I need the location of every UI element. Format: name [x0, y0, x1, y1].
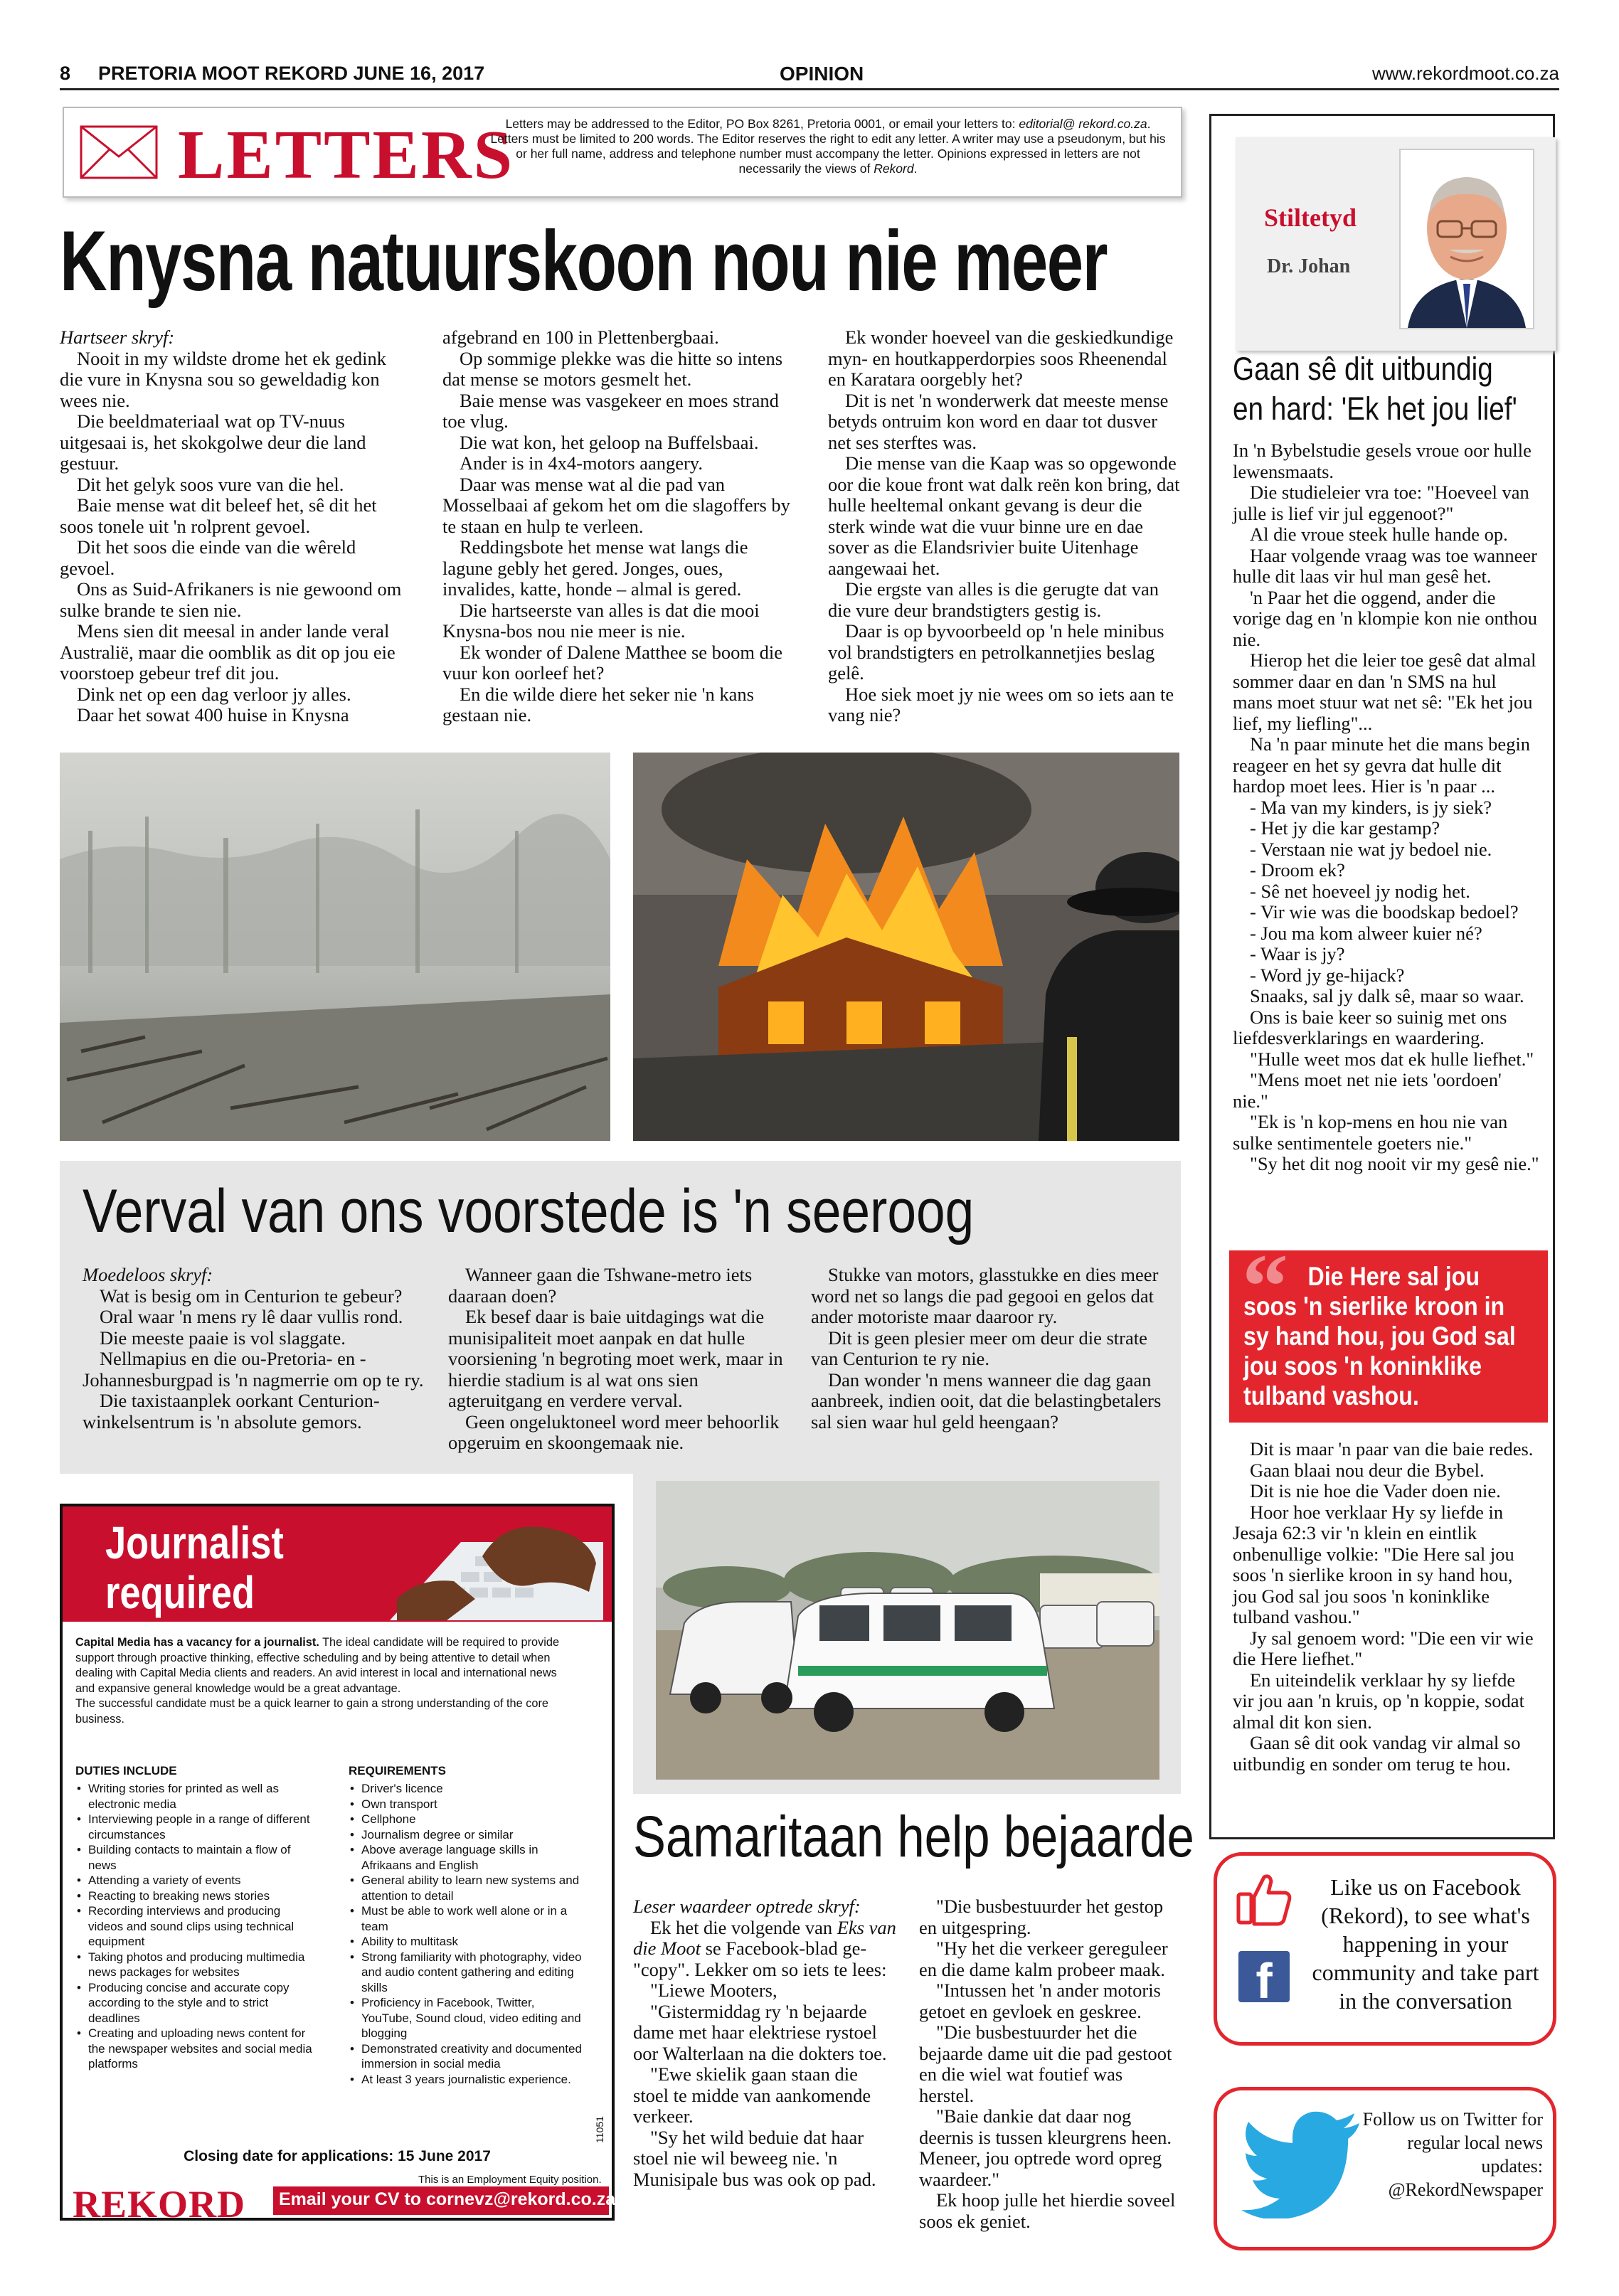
column-headline: Gaan sê dit uitbundig en hard: 'Ek het jou lief' — [1233, 351, 1517, 427]
paragraph: Stukke van motors, glasstukke en dies meer word net so langs die pad gegooi en gelos dat ander motoriste maar daaroor ry. — [811, 1264, 1159, 1327]
paragraph: "Die busbestuurder het die bejaarde dame uit die pad gestoot en die wiel wat foutief was herstel. — [919, 2021, 1172, 2106]
article3-col2 — [919, 1896, 1181, 2232]
paragraph: Al die vroue steek hulle hande op. — [1250, 523, 1508, 545]
stiltetyd-column — [1209, 114, 1555, 1839]
list-item: • Driver's licence — [349, 1781, 583, 1797]
list-item: • Above average language skills in Afrikaans and English — [349, 1842, 583, 1873]
facebook-promo[interactable] — [1214, 1852, 1556, 2046]
list-item: • General ability to learn new systems and attention to detail — [349, 1873, 583, 1903]
paragraph: Dan wonder 'n mens wanneer die dag gaan aanbreek, indien ooit, dat die belastingbetalers sal sien waar hul geld heengaan? — [811, 1368, 1162, 1433]
paragraph: Ons is baie keer so suinig met ons liefdesverklarings en waardering. — [1233, 1006, 1507, 1048]
paragraph: "Ewe skielik gaan staan die stoel te midde van aankomende verkeer. — [633, 2063, 871, 2127]
page-number: 8 — [60, 63, 71, 84]
photo-burning-house — [633, 753, 1179, 1141]
ad-closing-date: Closing date for applications: 15 June 2017 — [184, 2148, 491, 2164]
paragraph: In 'n Bybelstudie gesels vroue oor hulle lewensmaats. — [1233, 440, 1532, 482]
paragraph: Geen ongeluktoneel word meer behoorlik opgeruim en skoongemaak nie. — [448, 1410, 780, 1453]
list-item: • Recording interviews and producing videos and sound clips using technical equipment — [75, 1903, 317, 1950]
article3-byline: Leser waardeer optrede skryf: — [633, 1896, 861, 1917]
letters-banner — [63, 107, 1182, 198]
paragraph: "Sy het dit nog nooit vir my gesê nie." — [1250, 1153, 1539, 1174]
paragraph: Dit het gelyk soos vure van die hel. — [77, 473, 344, 495]
paragraph: Baie mense wat dit beleef het, sê dit het soos tonele uit 'n rolprent gevoel. — [60, 494, 377, 537]
paragraph: Die ergste van alles is die gerugte dat van die vure deur brandstigters gestig is. — [828, 578, 1159, 621]
article1-headline: Knysna natuurskoon nou nie meer — [60, 213, 1107, 309]
list-item: • Taking photos and producing multimedia news packages for websites — [75, 1950, 317, 1980]
paragraph: Dit is nie hoe die Vader doen nie. — [1250, 1480, 1501, 1502]
sms-reply: - Ma van my kinders, is jy siek? — [1250, 796, 1492, 818]
paragraph: "Ek is 'n kop-mens en hou nie van sulke sentimentele goeters nie." — [1233, 1111, 1508, 1154]
list-item: • Journalism degree or similar — [349, 1827, 583, 1843]
requirements-list — [349, 1781, 583, 2087]
sms-reply: - Sê net hoeveel jy nodig het. — [1250, 880, 1470, 902]
list-item: • Ability to multitask — [349, 1934, 583, 1950]
paragraph: Ek besef daar is baie uitdagings wat die munisipaliteit moet aanpak en dat hulle voorsiening 'n begroting moet werk, maar in hierdie stadium is al wat ons sien agteruitgang en verdere verval. — [448, 1306, 783, 1411]
list-item: • Strong familiarity with photography, video and audio content gathering and editing skills — [349, 1950, 583, 1996]
paragraph: Dit is geen plesier meer om deur die strate van Centurion te ry nie. — [811, 1327, 1147, 1369]
paragraph: Die meeste paaie is vol slaggate. — [100, 1327, 346, 1349]
photo-burnt-forest — [60, 753, 610, 1141]
paragraph: Hoor hoe verklaar Hy sy liefde in Jesaja 62:3 vir 'n klein en eintlik onbenullige volkie: "Die Here sal jou soos 'n sierlike kroon in sy hand hou, jou God sal jou soos 'n koninklike tulband vashou." — [1233, 1501, 1514, 1627]
list-item: • Writing stories for printed as well as electronic media — [75, 1781, 317, 1812]
paragraph: Die beeldmateriaal wat op TV-nuus uitgesaai is, het skokgolwe deur die land gestuur. — [60, 410, 366, 474]
ad-email-bar — [273, 2186, 616, 2215]
paragraph: Dink net op een dag verloor jy alles. — [77, 683, 351, 705]
job-ad — [60, 1504, 616, 2226]
typing-hands-icon — [376, 1514, 603, 1620]
paragraph: Nooit in my wildste drome het ek gedink die vure in Knysna sou so geweldadig kon wees nie. — [60, 347, 386, 411]
sms-reply: - Waar is jy? — [1250, 943, 1345, 964]
sms-reply: - Jou ma kom alweer kuier né? — [1250, 922, 1482, 944]
rekord-logo: REKORD — [73, 2183, 246, 2226]
column-author: Dr. Johan — [1267, 255, 1351, 277]
article1-col3 — [828, 327, 1181, 726]
paragraph: Die taxistaanplek oorkant Centurion-winkelsentrum is 'n absolute gemors. — [83, 1390, 380, 1433]
paragraph: Oral waar 'n mens ry lê daar vullis rond. — [100, 1306, 403, 1327]
paragraph: En uiteindelik verklaar hy sy liefde vir jou aan 'n kruis, op 'n koppie, sodat almal dit kon sien. — [1233, 1669, 1524, 1733]
article2-byline: Moedeloos skryf: — [83, 1264, 213, 1285]
paragraph: Ek wonder of Dalene Matthee se boom die vuur kon oorleef het? — [442, 641, 783, 684]
paragraph: Daar het sowat 400 huise in Knysna — [77, 704, 349, 726]
paragraph: "Die busbestuurder het gestop en uitgespring. — [919, 1896, 1164, 1938]
paragraph: "Liewe Mooters, — [650, 1979, 777, 2001]
paragraph: Die mense van die Kaap was so opgewonde oor die koue front wat dalk reën kon bring, dat hulle heeltemal onkant gevang is deur die sterk winde wat die vuur binne ure en dae sover as die Elandsrivier buite Uitenhage aangewaai het. — [828, 452, 1180, 579]
paragraph: Ek hoop julle het hierdie soveel soos ek geniet. — [919, 2189, 1176, 2232]
ad-equity-note: This is an Employment Equity position. — [418, 2174, 602, 2186]
photo-taxis — [633, 1474, 1181, 1794]
list-item: • Creating and uploading news content for the newspaper websites and social media platforms — [75, 2026, 317, 2072]
list-item: • Interviewing people in a range of different circumstances — [75, 1812, 317, 1842]
list-item: • Reacting to breaking news stories — [75, 1888, 317, 1904]
paragraph: Daar is op byvoorbeeld op 'n hele minibus vol brandstigters en petrolkannetjies beslag gelê. — [828, 620, 1164, 684]
paragraph: Dit is maar 'n paar van die baie redes. — [1250, 1438, 1534, 1460]
paragraph: "Hulle weet mos dat ek hulle liefhet." — [1250, 1048, 1534, 1070]
list-item: • Proficiency in Facebook, Twitter, YouTube, Sound cloud, video editing and blogging — [349, 1995, 583, 2041]
paragraph: "Baie dankie dat daar nog deernis is tussen kleurgrens heen. Meneer, jou optrede word opreg waardeer." — [919, 2105, 1172, 2190]
paragraph: Dit is net 'n wonderwerk dat meeste mense betyds ontruim kon word en daar tot dusver net ses sterftes was. — [828, 389, 1169, 453]
article2-col2 — [448, 1265, 795, 1454]
author-photo — [1399, 149, 1534, 329]
sms-reply: - Word jy ge-hijack? — [1250, 964, 1405, 986]
list-item: • Cellphone — [349, 1812, 583, 1827]
requirements-heading: REQUIREMENTS — [349, 1764, 446, 1777]
section-label: OPINION — [780, 63, 864, 85]
paragraph: Die wat kon, het geloop na Buffelsbaai. — [460, 431, 759, 453]
envelope-icon — [80, 125, 158, 179]
paragraph: Wat is besig om in Centurion te gebeur? — [100, 1285, 403, 1307]
paragraph: En die wilde diere het seker nie 'n kans gestaan nie. — [442, 683, 754, 726]
column-title: Stiltetyd — [1264, 203, 1357, 232]
facebook-icon[interactable]: f — [1238, 1951, 1290, 2002]
duties-list — [75, 1781, 317, 2072]
pull-quote — [1229, 1235, 1548, 1423]
twitter-promo[interactable] — [1214, 2087, 1556, 2250]
letters-title: LETTERS — [178, 117, 515, 193]
paragraph: Die studieleier vra toe: "Hoeveel van julle is lief vir jul eggenoot?" — [1233, 482, 1529, 524]
list-item: • Producing concise and accurate copy according to the style and to strict deadlines — [75, 1980, 317, 2026]
editor-email[interactable]: editorial@ rekord.co.za — [1019, 117, 1147, 131]
paragraph: "Hy het die verkeer gereguleer en die dame kalm probeer maak. — [919, 1938, 1168, 1980]
ad-intro: Capital Media has a vacancy for a journalist. The ideal candidate will be required to provide support through proactive thinking, effective scheduling and by being attentive to detail when dealing with Capital Media clients and readers. An avid interest in local and international news and expansive general knowledge would be a great advantage. The successful candidate must be a quick learner to gain a strong understanding of the core business. — [75, 1635, 560, 1726]
twitter-text: Follow us on Twitter for regular local news updates: @RekordNewspaper — [1362, 2109, 1543, 2200]
article2-col3 — [811, 1265, 1167, 1433]
paragraph: Hoe siek moet jy nie wees om so iets aan te vang nie? — [828, 683, 1174, 726]
paragraph: Ander is in 4x4-motors aangery. — [460, 452, 703, 474]
paragraph: Dit het soos die einde van die wêreld gevoel. — [60, 536, 356, 579]
paragraph: Haar volgende vraag was toe wanneer hulle dit laas vir hul man gesê het. — [1233, 544, 1537, 587]
paragraph: Hierop het die leier toe gesê dat almal sommer daar en dan 'n SMS na hul mans moet stuur wat net sê: "Ek het jou lief, my liefling"... — [1233, 649, 1536, 734]
paragraph: "Intussen het 'n ander motoris getoet en gevloek en geskree. — [919, 1979, 1161, 2022]
ad-banner — [63, 1506, 612, 1622]
paragraph: "Sy het wild beduie dat haar stoel nie wil beweeg nie. 'n Munisipale bus was ook op pad. — [633, 2126, 876, 2190]
paragraph: Mens sien dit meesal in ander lande veral Australië, maar die oomblik as dit op jou eie voorstoep gebeur tref dit jou. — [60, 620, 396, 684]
ad-email[interactable]: Email your CV to cornevz@rekord.co.za — [279, 2189, 616, 2209]
paragraph: Ek wonder hoeveel van die geskiedkundige myn- en houtkapperdorpies soos Rheenendal en Karatara oorgebly het? — [828, 326, 1174, 390]
paragraph: Jy sal genoem word: "Die een vir wie die Here liefhet." — [1233, 1627, 1534, 1669]
article1-byline: Hartseer skryf: — [60, 326, 175, 348]
list-item: • Own transport — [349, 1797, 583, 1812]
list-item: • At least 3 years journalistic experience. — [349, 2072, 583, 2088]
list-item: • Attending a variety of events — [75, 1873, 317, 1888]
article2-box — [60, 1161, 1181, 1474]
paragraph: 'n Paar het die oggend, ander die vorige dag en 'n klompie kon nie onthou nie. — [1233, 586, 1537, 650]
paragraph: Ons as Suid-Afrikaners is nie gewoond om sulke brande te sien nie. — [60, 578, 402, 621]
column-body — [1233, 440, 1540, 1175]
column-header — [1236, 137, 1556, 351]
article2-headline: Verval van ons voorstede is 'n seeroog — [83, 1177, 975, 1245]
website-link[interactable]: www.rekordmoot.co.za — [1372, 63, 1559, 84]
sms-reply: - Het jy die kar gestamp? — [1250, 817, 1440, 839]
paragraph: Wanneer gaan die Tshwane-metro iets daaraan doen? — [448, 1264, 753, 1307]
paragraph: Reddingsbote het mense wat langs die lagune gebly het gered. Jonges, oues, invalides, katte, honde – almal is gered. — [442, 536, 748, 600]
paragraph: "Gistermiddag ry 'n bejaarde dame met haar elektriese rystoel oor Walterlaan na die dokters toe. — [633, 2000, 887, 2064]
ad-code: 11051 — [593, 2116, 605, 2143]
sms-reply: - Verstaan nie wat jy bedoel nie. — [1250, 838, 1492, 860]
sms-reply: - Droom ek? — [1250, 859, 1345, 881]
article3-headline: Samaritaan help bejaarde — [633, 1805, 1194, 1869]
thumbs-up-icon — [1236, 1870, 1292, 1927]
article2-col1 — [83, 1265, 431, 1433]
article1-col1 — [60, 327, 413, 726]
paragraph: Die hartseerste van alles is dat die mooi Knysna-bos nou nie meer is nie. — [442, 599, 760, 642]
facebook-text: Like us on Facebook (Rekord), to see what's happening in your community and take part in the conversation — [1312, 1874, 1539, 2014]
paragraph: "Mens moet net nie iets 'oordoen' nie." — [1233, 1069, 1502, 1112]
sms-reply: - Vir wie was die boodskap bedoel? — [1250, 901, 1519, 923]
paragraph: Na 'n paar minute het die mans begin reageer en het sy gevra dat hulle dit hardop moet lees. Hier is 'n paar ... — [1233, 733, 1531, 797]
paragraph: Daar was mense wat al die pad van Mosselbaai af gekom het om die slagoffers by te staan en hulp te verleen. — [442, 473, 790, 537]
paragraph: Gaan sê dit ook vandag vir almal so uitbundig en sonder om terug te hou. — [1233, 1732, 1521, 1775]
quote-icon: “ — [1242, 1235, 1288, 1338]
pull-quote-text: Die Here sal jou soos 'n sierlike kroon in sy hand hou, jou God sal jou soos 'n koninklike tulband vashou. — [1243, 1262, 1516, 1410]
article1-col2 — [442, 327, 798, 726]
paragraph: afgebrand en 100 in Plettenbergbaai. — [442, 326, 719, 348]
duties-heading: DUTIES INCLUDE — [75, 1764, 177, 1777]
publication-line: PRETORIA MOOT REKORD JUNE 16, 2017 — [98, 63, 485, 84]
list-item: • Demonstrated creativity and documented immersion in social media — [349, 2041, 583, 2072]
list-item: • Building contacts to maintain a flow of news — [75, 1842, 317, 1873]
letters-info: Letters may be addressed to the Editor, PO Box 8261, Pretoria 0001, or email your letters to: editorial@ rekord.co.za. Letters must be limited to 200 words. The Editor reserves the right to edit any letter. A writer may use a pseudonym, but his or her full name, address and telephone number must accompany the letter. Opinions expressed in letters are not necessarily the views of Rekord. — [490, 117, 1166, 176]
paragraph: Nellmapius en die ou-Pretoria- en -Johannesburgpad is 'n nagmerrie om op te ry. — [83, 1348, 424, 1391]
paragraph: Baie mense was vasgekeer en moes strand toe vlug. — [442, 389, 779, 432]
column-body-end — [1233, 1439, 1540, 1775]
ad-title: Journalist required — [105, 1517, 284, 1618]
twitter-bird-icon[interactable] — [1238, 2105, 1366, 2218]
list-item: • Must be able to work well alone or in a team — [349, 1903, 583, 1934]
paragraph: Gaan blaai nou deur die Bybel. — [1250, 1459, 1485, 1481]
paragraph: Snaaks, sal jy dalk sê, maar so waar. — [1250, 985, 1524, 1006]
header-rule — [60, 88, 1559, 90]
paragraph: Op sommige plekke was die hitte so intens dat mense se motors gesmelt het. — [442, 347, 783, 390]
article3-col1 — [633, 1896, 898, 2190]
article3-para: Ek het die volgende van Eks van die Moot se Facebook-blad ge-"copy". Lekker om so iets te lees: — [633, 1916, 896, 1980]
